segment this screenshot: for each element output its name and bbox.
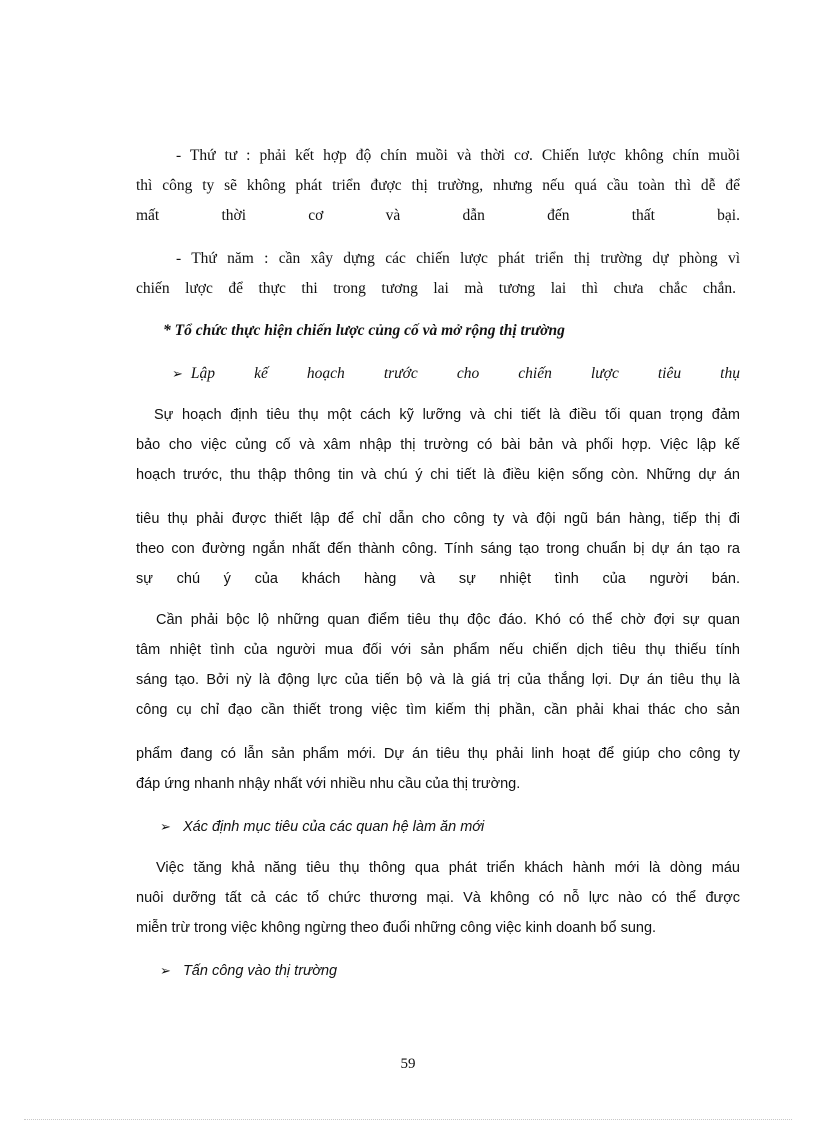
para-line: hoạch trước, thu thập thông tin và chú ý chi tiết là điều kiện sống còn. Những dự án — [136, 467, 740, 483]
para-line: miễn trừ trong việc không ngừng theo đuổi những công việc kinh doanh bổ sung. — [136, 920, 657, 936]
bullet-heading-3 — [160, 960, 460, 982]
para-line: sáng tạo. Bởi nỳ là động lực của tiến bộ và là giá trị của thắng lợi. Dự án tiêu thụ là — [136, 672, 740, 688]
para-line: phẩm đang có lẫn sản phẩm mới. Dự án tiêu thụ phải linh hoạt để giúp cho công ty — [136, 746, 740, 762]
para-line: chiến lược để thực thi trong tương lai mà tương lai thì chưa chắc chắn. — [136, 280, 736, 297]
section-heading: * Tổ chức thực hiện chiến lược củng cố và mở rộng thị trường — [163, 322, 565, 339]
arrow-bullet-icon: ➢ — [160, 819, 171, 834]
para-line: theo con đường ngắn nhất đến thành công. Tính sáng tạo trong chuẩn bị dự án tạo ra — [136, 541, 740, 557]
para-line: - Thứ tư : phải kết hợp độ chín muồi và thời cơ. Chiến lược không chín muồi — [176, 147, 740, 164]
para-line: Cần phải bộc lộ những quan điểm tiêu thụ độc đáo. Khó có thể chờ đợi sự quan — [156, 612, 740, 628]
para-line: mất thời cơ và dẫn đến thất bại. — [136, 207, 740, 224]
para-line: Việc tăng khả năng tiêu thụ thông qua phát triển khách hành mới là dòng máu — [156, 860, 740, 876]
para-line: thì công ty sẽ không phát triển được thị trường, nhưng nếu quá cầu toàn thì dễ để — [136, 177, 740, 194]
para-line: Sự hoạch định tiêu thụ một cách kỹ lưỡng và chi tiết là điều tối quan trọng đảm — [154, 407, 740, 423]
arrow-bullet-icon: ➢ — [160, 963, 171, 978]
bullet-text: Xác định mục tiêu của các quan hệ làm ăn mới — [182, 819, 485, 835]
bullet-heading-2 — [160, 816, 600, 838]
para-line: tâm nhiệt tình của người mua đối với sản phẩm nếu chiến dịch tiêu thụ thiếu tính — [136, 642, 740, 658]
bullet-heading-1 — [172, 363, 740, 385]
para-line: nuôi dưỡng tất cả các tổ chức thương mại. Và không có nỗ lực nào có thể được — [136, 890, 740, 906]
page-number: 59 — [400, 1056, 416, 1072]
page-bottom-divider — [24, 1119, 792, 1120]
bullet-text: Tấn công vào thị trường — [182, 963, 338, 979]
para-line: - Thứ năm : cần xây dựng các chiến lược phát triển thị trường dự phòng vì — [176, 250, 740, 267]
para-line: bảo cho việc củng cố và xâm nhập thị trường có bài bản và phối hợp. Việc lập kế — [136, 437, 740, 453]
para-line: đáp ứng nhanh nhậy nhất với nhiều nhu cầu của thị trường. — [136, 776, 521, 792]
para-line: sự chú ý của khách hàng và sự nhiệt tình của người bán. — [136, 571, 740, 587]
arrow-bullet-icon: ➢ — [172, 366, 183, 381]
bullet-text: Lập kế hoạch trước cho chiến lược tiêu thụ — [190, 365, 740, 382]
para-line: tiêu thụ phải được thiết lập để chỉ dẫn cho công ty và đội ngũ bán hàng, tiếp thị đi — [136, 511, 740, 527]
para-line: công cụ chỉ đạo cần thiết trong việc tìm kiếm thị phần, cần phải khai thác cho sản — [136, 702, 740, 718]
